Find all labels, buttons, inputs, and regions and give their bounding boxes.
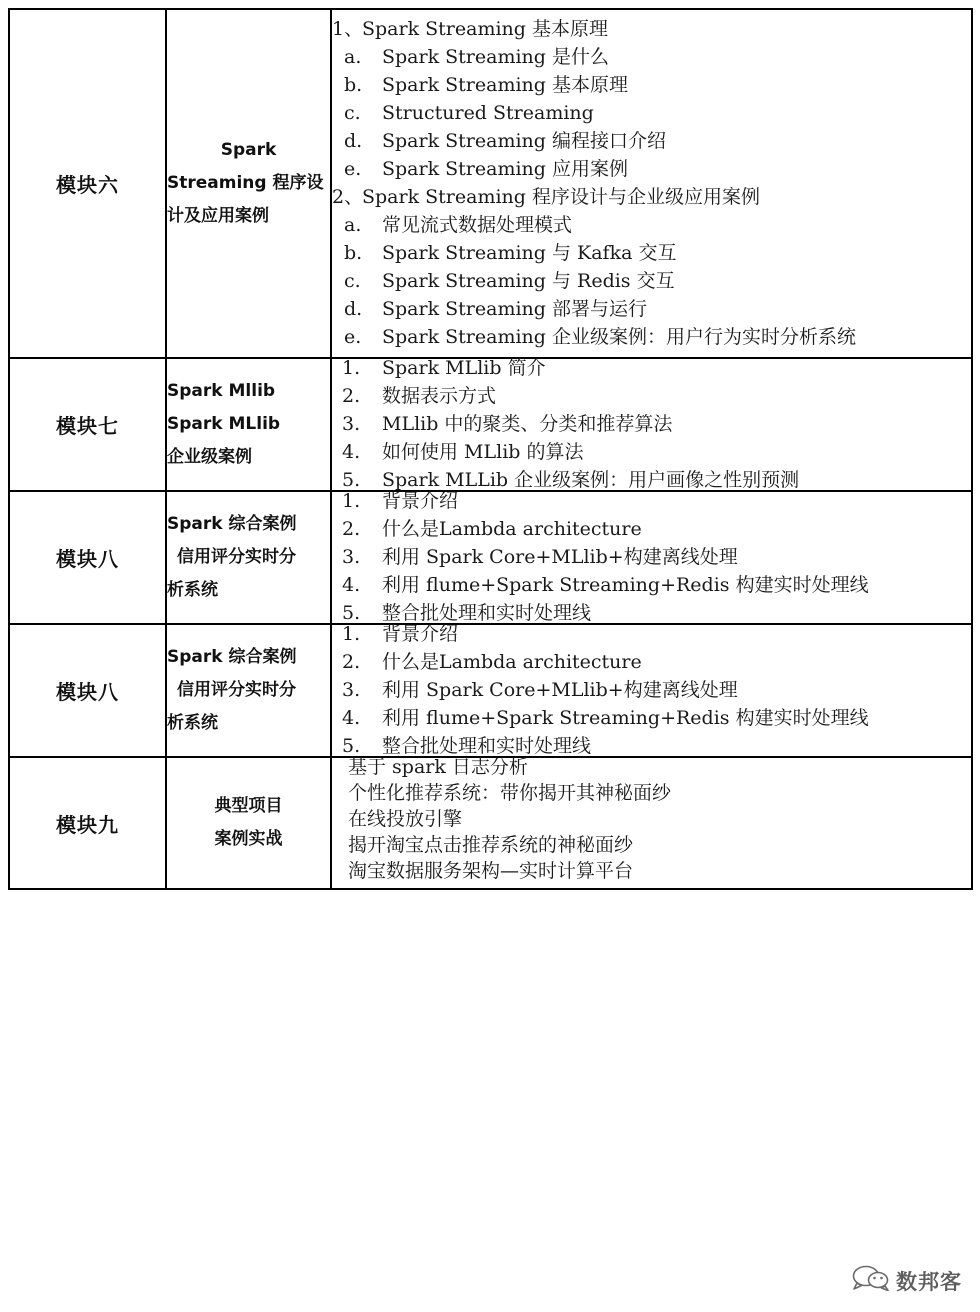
content-line-marker: b. — [344, 242, 363, 264]
content-line — [332, 415, 971, 434]
table-row — [9, 9, 972, 358]
content-line-marker: a. — [344, 46, 362, 68]
content-line — [332, 471, 971, 490]
module-name-cell: 模块六 — [9, 9, 166, 358]
content-line — [332, 625, 971, 644]
module-title-line: Streaming 程序设 — [167, 172, 324, 193]
module-title-cell — [166, 624, 331, 757]
content-line — [332, 272, 971, 291]
syllabus-table-body — [9, 9, 972, 889]
content-line-text: 整合批处理和实时处理线 — [382, 602, 592, 624]
content-line — [332, 836, 971, 855]
content-line — [332, 387, 971, 406]
module-title-line: 信用评分实时分 — [177, 546, 296, 567]
content-line — [332, 188, 971, 207]
module-title-cell — [166, 358, 331, 491]
content-line — [332, 810, 971, 829]
content-line-text: MLlib 中的聚类、分类和推荐算法 — [382, 413, 673, 435]
content-line-marker: 4. — [342, 707, 361, 729]
module-title-line: 析系统 — [167, 580, 218, 601]
content-line — [332, 76, 971, 95]
content-line — [332, 443, 971, 462]
module-content-cell — [331, 491, 972, 624]
content-line-marker: 3. — [342, 546, 361, 568]
table-row — [9, 757, 972, 889]
module-title-line: 析系统 — [167, 713, 218, 734]
content-line — [332, 132, 971, 151]
module-content-cell — [331, 9, 972, 358]
content-line-text: 如何使用 MLlib 的算法 — [382, 441, 584, 463]
content-line-marker: d. — [344, 130, 363, 152]
content-line-marker: 3. — [342, 679, 361, 701]
content-line-text: 整合批处理和实时处理线 — [382, 735, 592, 757]
content-line-marker: e. — [344, 326, 362, 348]
watermark — [852, 1265, 962, 1296]
content-line — [332, 216, 971, 235]
content-line-marker: 1、 — [332, 18, 364, 40]
content-line — [332, 681, 971, 700]
content-line-marker: 4. — [342, 441, 361, 463]
content-line-text: 基于 spark 日志分析 — [348, 756, 528, 778]
content-line — [332, 328, 971, 347]
module-title-cell — [166, 757, 331, 889]
module-title-line: Spark 综合案例 — [167, 646, 297, 667]
table-row — [9, 624, 972, 757]
content-line-text: 利用 flume+Spark Streaming+Redis 构建实时处理线 — [382, 707, 869, 729]
content-line-text: Spark Streaming 部署与运行 — [382, 298, 647, 320]
content-line-marker: 2. — [342, 651, 361, 673]
content-line-marker: 2、 — [332, 186, 364, 208]
module-title-cell — [166, 9, 331, 358]
content-line — [332, 709, 971, 728]
content-line-marker: 2. — [342, 518, 361, 540]
content-line-text: Spark Streaming 基本原理 — [362, 18, 608, 40]
content-line-text: 利用 flume+Spark Streaming+Redis 构建实时处理线 — [382, 574, 869, 596]
module-name-cell: 模块九 — [9, 757, 166, 889]
module-title-line: 信用评分实时分 — [177, 679, 296, 700]
content-line-marker: d. — [344, 298, 363, 320]
content-line-marker: 2. — [342, 385, 361, 407]
content-line-text: Structured Streaming — [382, 102, 594, 124]
content-line-text: 数据表示方式 — [382, 385, 497, 407]
content-line — [332, 20, 971, 39]
module-name-cell: 模块七 — [9, 358, 166, 491]
content-line-marker: 4. — [342, 574, 361, 596]
content-line — [332, 160, 971, 179]
module-title-line: Spark Mllib — [167, 380, 276, 401]
content-line-text: Spark MLlib 简介 — [382, 357, 546, 379]
content-line-text: 淘宝数据服务架构—实时计算平台 — [348, 860, 634, 882]
module-title-line: Spark MLlib — [167, 413, 281, 434]
module-title-line: 计及应用案例 — [167, 206, 269, 227]
content-line — [332, 758, 971, 777]
content-line-marker: a. — [344, 214, 362, 236]
module-name-cell: 模块八 — [9, 624, 166, 757]
content-line — [332, 576, 971, 595]
content-line — [332, 48, 971, 67]
content-line-text: 揭开淘宝点击推荐系统的神秘面纱 — [348, 834, 634, 856]
content-line-marker: 5. — [342, 602, 361, 624]
module-content-cell — [331, 358, 972, 491]
content-line — [332, 737, 971, 756]
content-line — [332, 359, 971, 378]
content-line-text: Spark Streaming 是什么 — [382, 46, 609, 68]
module-title-line: 企业级案例 — [167, 447, 252, 468]
content-line-marker: 1. — [342, 623, 361, 645]
content-line-text: 背景介绍 — [382, 623, 459, 645]
content-line-text: 什么是Lambda architecture — [382, 651, 642, 673]
content-line-text: Spark Streaming 基本原理 — [382, 74, 628, 96]
content-line — [332, 492, 971, 511]
content-line — [332, 784, 971, 803]
module-title-line: 典型项目 — [214, 795, 283, 816]
module-title-line: Spark — [220, 139, 277, 160]
module-name-cell: 模块八 — [9, 491, 166, 624]
module-content-cell — [331, 757, 972, 889]
table-row — [9, 358, 972, 491]
module-content-cell — [331, 624, 972, 757]
table-row — [9, 491, 972, 624]
content-line-marker: c. — [344, 102, 361, 124]
content-line-marker: 5. — [342, 469, 361, 491]
content-line — [332, 862, 971, 881]
syllabus-table — [8, 8, 973, 890]
content-line-text: Spark Streaming 与 Kafka 交互 — [382, 242, 677, 264]
content-line-text: Spark Streaming 程序设计与企业级应用案例 — [362, 186, 760, 208]
content-line — [332, 604, 971, 623]
content-line-marker: 3. — [342, 413, 361, 435]
content-line-marker: c. — [344, 270, 361, 292]
module-title-line: Spark 综合案例 — [167, 513, 297, 534]
content-line-text: 在线投放引擎 — [348, 808, 463, 830]
content-line-text: Spark Streaming 编程接口介绍 — [382, 130, 666, 152]
content-line-text: Spark Streaming 应用案例 — [382, 158, 628, 180]
content-line-text: 什么是Lambda architecture — [382, 518, 642, 540]
wechat-bubble-icon — [852, 1265, 890, 1296]
content-line-text: 背景介绍 — [382, 490, 459, 512]
content-line — [332, 520, 971, 539]
content-line-marker: 1. — [342, 357, 361, 379]
content-line — [332, 104, 971, 123]
content-line-text: 利用 Spark Core+MLlib+构建离线处理 — [382, 679, 738, 701]
content-line-marker: b. — [344, 74, 363, 96]
content-line-text: Spark Streaming 企业级案例：用户行为实时分析系统 — [382, 326, 856, 348]
content-line-text: 个性化推荐系统：带你揭开其神秘面纱 — [348, 782, 672, 804]
content-line — [332, 244, 971, 263]
content-line-text: Spark Streaming 与 Redis 交互 — [382, 270, 675, 292]
content-line — [332, 548, 971, 567]
module-title-line: 案例实战 — [214, 829, 283, 849]
content-line-marker: e. — [344, 158, 362, 180]
watermark-label: 数邦客 — [896, 1269, 962, 1294]
content-line — [332, 300, 971, 319]
module-title-cell — [166, 491, 331, 624]
content-line-text: 常见流式数据处理模式 — [382, 214, 573, 236]
content-line-marker: 5. — [342, 735, 361, 757]
content-line-text: Spark MLLib 企业级案例：用户画像之性别预测 — [382, 469, 800, 491]
content-line-text: 利用 Spark Core+MLlib+构建离线处理 — [382, 546, 738, 568]
content-line-marker: 1. — [342, 490, 361, 512]
content-line — [332, 653, 971, 672]
